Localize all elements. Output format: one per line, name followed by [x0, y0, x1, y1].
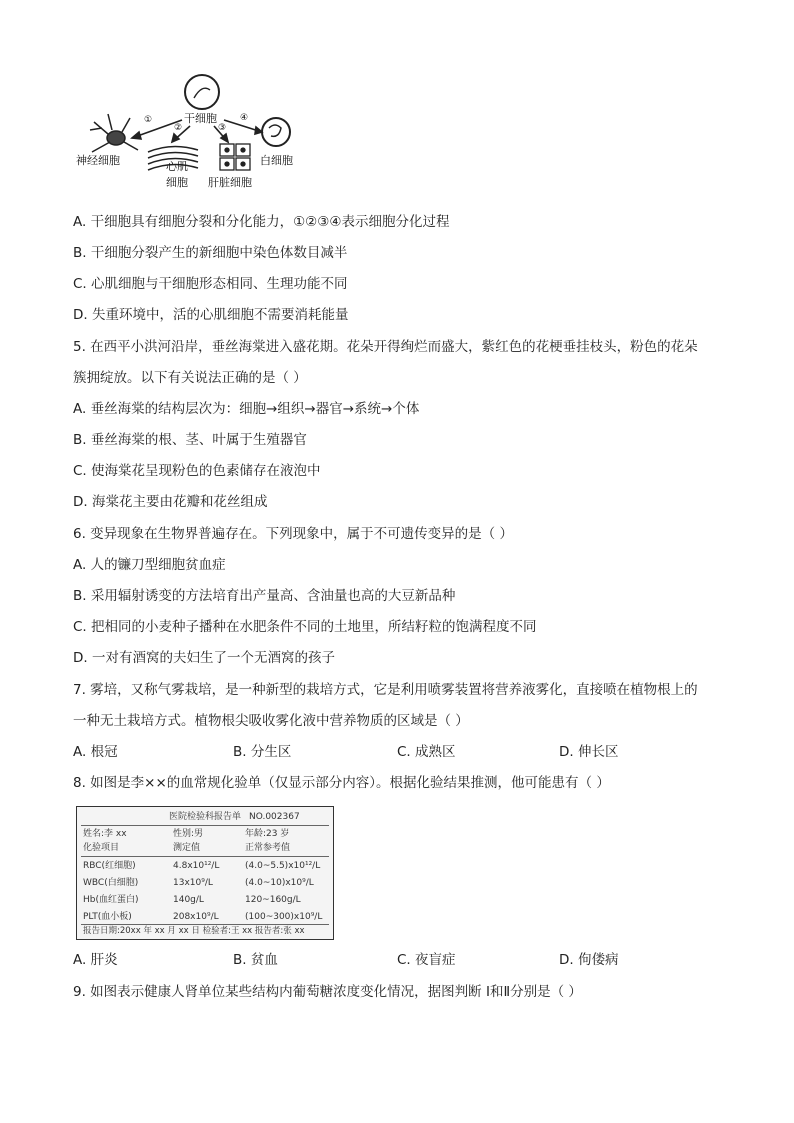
q6-stem: 6. 变异现象在生物界普遍存在。下列现象中，属于不可遗传变异的是（ ）: [73, 526, 513, 542]
col-header-item: 化验项目: [83, 843, 120, 853]
report-row-reference: 120~160g/L: [245, 895, 301, 905]
report-number: NO.002367: [249, 812, 300, 822]
q7-option-d: D. 伸长区: [559, 744, 619, 760]
q7-options: [73, 742, 713, 762]
patient-age: 年龄:23 岁: [245, 829, 290, 839]
arrow-label-3: ③: [218, 123, 227, 133]
q6-option-c: C. 把相同的小麦种子播种在水肥条件不同的土地里，所结籽粒的饱满程度不同: [73, 619, 537, 635]
arrow-label-4: ④: [240, 113, 249, 123]
arrow-label-1: ①: [144, 115, 153, 125]
q8-option-c: C. 夜盲症: [397, 952, 456, 968]
nerve-cell-drawing: [90, 114, 138, 152]
report-row-reference: (100~300)x10⁹/L: [245, 912, 323, 922]
nerve-cell-label: 神经细胞: [76, 154, 120, 167]
report-title: 医院检验科报告单: [169, 812, 242, 822]
report-row-item: Hb(血红蛋白): [83, 895, 139, 905]
q4-option-c: C. 心肌细胞与干细胞形态相同、生理功能不同: [73, 276, 348, 292]
q7-option-a: A. 根冠: [73, 744, 118, 760]
cell-differentiation-figure: [72, 70, 308, 194]
q7-stem-line2: 一种无土栽培方式。植物根尖吸收雾化液中营养物质的区域是（ ）: [73, 713, 469, 729]
liver-cell-label: 肝脏细胞: [208, 176, 252, 189]
stem-cell-label: 干细胞: [184, 112, 217, 125]
white-cell-drawing: [262, 118, 290, 146]
report-row-value: 208x10⁹/L: [173, 912, 219, 922]
liver-cell-drawing: [220, 144, 250, 170]
q8-options: [73, 950, 713, 970]
q9-stem: 9. 如图表示健康人肾单位某些结构内葡萄糖浓度变化情况，据图判断 Ⅰ和Ⅱ分别是（ ）: [73, 984, 582, 1000]
q8-option-d: D. 佝偻病: [559, 952, 619, 968]
report-row-reference: (4.0~10)x10⁹/L: [245, 878, 314, 888]
report-row-value: 13x10⁹/L: [173, 878, 213, 888]
report-row-value: 140g/L: [173, 895, 204, 905]
q4-option-b: B. 干细胞分裂产生的新细胞中染色体数目减半: [73, 245, 348, 261]
q8-stem: 8. 如图是李××的血常规化验单（仅显示部分内容）。根据化验结果推测，他可能患有（ ）: [73, 775, 610, 791]
q4-option-d: D. 失重环境中，活的心肌细胞不需要消耗能量: [73, 307, 349, 323]
q8-option-a: A. 肝炎: [73, 952, 118, 968]
report-row-item: RBC(红细胞): [83, 861, 136, 871]
q5-stem-line2: 簇拥绽放。以下有关说法正确的是（ ）: [73, 370, 307, 386]
q7-option-c: C. 成熟区: [397, 744, 456, 760]
q5-option-a: A. 垂丝海棠的结构层次为：细胞→组织→器官→系统→个体: [73, 401, 420, 417]
heart-cell-label-1: 心肌: [166, 160, 188, 173]
arrow-label-2: ②: [174, 123, 183, 133]
patient-sex: 性别:男: [173, 829, 204, 839]
q4-option-a: A. 干细胞具有细胞分裂和分化能力，①②③④表示细胞分化过程: [73, 214, 450, 230]
report-row-item: PLT(血小板): [83, 912, 132, 922]
heart-cell-label-2: 细胞: [166, 176, 188, 189]
patient-name: 姓名:李 xx: [83, 829, 127, 839]
stem-cell-drawing: [185, 75, 219, 109]
blood-test-report: [76, 806, 334, 940]
report-row-reference: (4.0~5.5)x10¹²/L: [245, 861, 321, 871]
report-footer: 报告日期:20xx 年 xx 月 xx 日 检验者:王 xx 报告者:张 xx: [83, 926, 305, 936]
col-header-reference: 正常参考值: [245, 843, 291, 853]
col-header-value: 测定值: [173, 843, 201, 853]
q5-stem-line1: 5. 在西平小洪河沿岸，垂丝海棠进入盛花期。花朵开得绚烂而盛大，紫红色的花梗垂挂枝头，粉色的花朵: [73, 339, 698, 355]
q6-option-a: A. 人的镰刀型细胞贫血症: [73, 557, 226, 573]
report-row-item: WBC(白细胞): [83, 878, 139, 888]
q5-option-d: D. 海棠花主要由花瓣和花丝组成: [73, 494, 268, 510]
q7-stem-line1: 7. 雾培，又称气雾栽培，是一种新型的栽培方式，它是利用喷雾装置将营养液雾化，直接喷在植物根上的: [73, 682, 698, 698]
q7-option-b: B. 分生区: [233, 744, 292, 760]
q8-option-b: B. 贫血: [233, 952, 278, 968]
q5-option-c: C. 使海棠花呈现粉色的色素储存在液泡中: [73, 463, 321, 479]
q6-option-b: B. 采用辐射诱变的方法培育出产量高、含油量也高的大豆新品种: [73, 588, 456, 604]
report-row-value: 4.8x10¹²/L: [173, 861, 220, 871]
q5-option-b: B. 垂丝海棠的根、茎、叶属于生殖器官: [73, 432, 307, 448]
white-cell-label: 白细胞: [260, 154, 293, 167]
q6-option-d: D. 一对有酒窝的夫妇生了一个无酒窝的孩子: [73, 650, 335, 666]
